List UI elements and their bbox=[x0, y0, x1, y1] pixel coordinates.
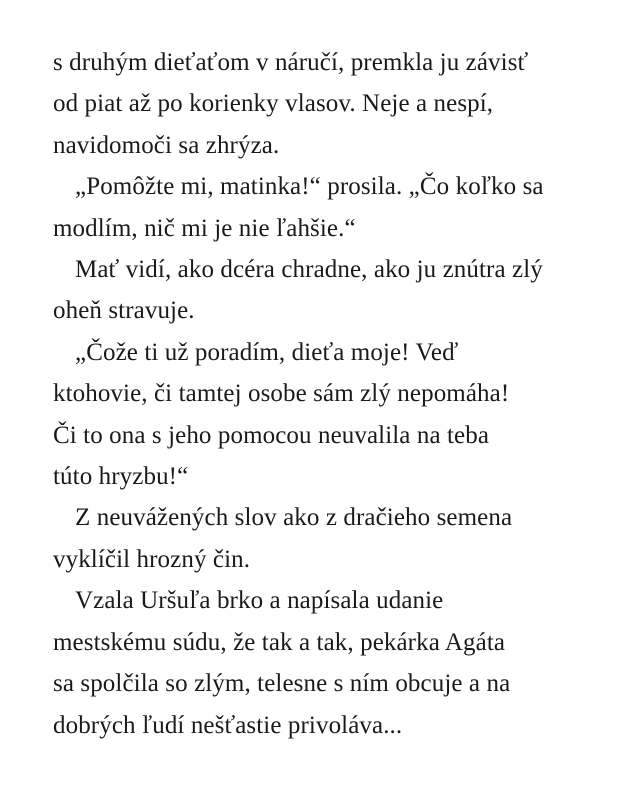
text-line-6: Mať vidí, ako dcéra chradne, ako ju znútra zlý bbox=[75, 256, 543, 284]
text-line-4: „Pomôžte mi, matinka!“ prosila. „Čo koľko sa bbox=[75, 173, 544, 201]
text-line-9: ktohovie, či tamtej osobe sám zlý nepomáha! bbox=[53, 380, 510, 408]
text-line-12: Z neuvážených slov ako z dračieho semena bbox=[75, 504, 513, 532]
text-line-1: s druhým dieťaťom v náručí, premkla ju závisť bbox=[53, 49, 529, 76]
text-line-2: od piat až po korienky vlasov. Neje a nespí, bbox=[53, 90, 494, 118]
text-line-15: mestskému súdu, že tak a tak, pekárka Agáta bbox=[53, 628, 506, 656]
text-line-8: „Čože ti už poradím, dieťa moje! Veď bbox=[75, 338, 459, 366]
text-line-17: dobrých ľudí nešťastie privoláva... bbox=[53, 711, 403, 739]
text-line-16: sa spolčila so zlým, telesne s ním obcuje a na bbox=[53, 670, 511, 698]
text-line-3: navidomoči sa zhrýza. bbox=[53, 131, 280, 159]
text-line-13: vyklíčil hrozný čin. bbox=[53, 545, 251, 573]
text-line-7: oheň stravuje. bbox=[53, 297, 195, 325]
text-line-11: túto hryzbu!“ bbox=[53, 463, 189, 491]
text-line-5: modlím, nič mi je nie ľahšie.“ bbox=[53, 214, 356, 242]
page-text bbox=[53, 42, 616, 746]
text-line-14: Vzala Uršuľa brko a napísala udanie bbox=[75, 587, 444, 615]
text-line-10: Či to ona s jeho pomocou neuvalila na teba bbox=[53, 421, 490, 449]
